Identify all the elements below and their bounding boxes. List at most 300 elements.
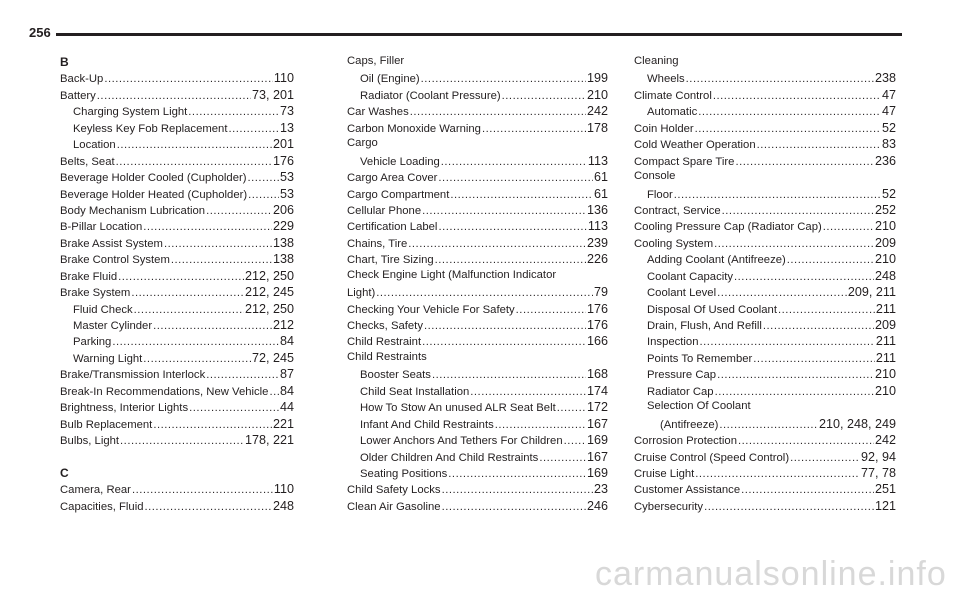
entry-term: Seating Positions <box>360 467 448 480</box>
entry-pages: 166 <box>586 334 608 349</box>
entry-term: Coolant Capacity <box>647 270 734 283</box>
entry-pages: 110 <box>273 71 294 86</box>
entry-term: Warning Light <box>73 352 143 365</box>
entry-pages: 210 <box>874 219 896 234</box>
entry-term: Child Safety Locks <box>347 484 441 497</box>
entry-term: Inspection <box>647 336 699 349</box>
entry-term: Cellular Phone <box>347 204 422 217</box>
page-number: 256 <box>29 25 51 40</box>
dot-leader <box>269 386 279 398</box>
entry-pages: 236 <box>874 153 896 168</box>
dot-leader <box>131 287 244 299</box>
entry-pages: 248 <box>874 268 896 283</box>
index-entry <box>634 384 896 400</box>
entry-term: Compact Spare Tire <box>634 155 735 168</box>
dot-leader <box>735 156 874 168</box>
entry-term: Floor <box>647 188 673 201</box>
entry-term: Adding Coolant (Antifreeze) <box>647 254 786 267</box>
dot-leader <box>189 402 279 414</box>
index-entry <box>347 466 608 482</box>
index-entry <box>634 269 896 285</box>
entry-term: Child Restraint <box>347 336 422 349</box>
entry-term: Clean Air Gasoline <box>347 500 441 513</box>
entry-term: Booster Seats <box>360 369 431 382</box>
dot-leader <box>516 304 586 316</box>
index-entry <box>634 400 896 416</box>
dot-leader <box>143 221 272 233</box>
entry-term: Brake System <box>60 287 131 300</box>
index-entry <box>347 203 608 219</box>
entry-term: Radiator Cap <box>647 385 714 398</box>
entry-term: Brake Fluid <box>60 270 118 283</box>
entry-term: Cold Weather Operation <box>634 139 756 152</box>
index-column-3 <box>634 55 896 515</box>
entry-term: Disposal Of Used Coolant <box>647 303 777 316</box>
index-entry <box>60 499 294 515</box>
index-entry <box>60 482 294 498</box>
entry-term: Child Seat Installation <box>360 385 470 398</box>
dot-leader <box>778 304 875 316</box>
entry-pages: 52 <box>881 186 896 201</box>
index-entry <box>347 187 608 203</box>
dot-leader <box>153 320 272 332</box>
entry-pages: 174 <box>586 383 608 398</box>
index-entry <box>634 170 896 186</box>
entry-term: Carbon Monoxide Warning <box>347 122 481 135</box>
index-entry <box>634 71 896 87</box>
entry-term: Belts, Seat <box>60 155 115 168</box>
index-entry <box>60 433 294 449</box>
index-entry <box>634 466 896 482</box>
entry-term: Back-Up <box>60 73 104 86</box>
entry-pages: 199 <box>586 71 608 86</box>
index-entry <box>634 351 896 367</box>
dot-leader <box>695 123 881 135</box>
entry-pages: 44 <box>279 400 294 415</box>
dot-leader <box>97 90 251 102</box>
entry-pages: 210 <box>586 87 608 102</box>
dot-leader <box>132 484 273 496</box>
index-entry <box>634 219 896 235</box>
dot-leader <box>422 205 586 217</box>
dot-leader <box>719 419 818 431</box>
index-entry <box>347 104 608 120</box>
dot-leader <box>734 271 874 283</box>
index-entry <box>347 121 608 137</box>
dot-leader <box>164 238 272 250</box>
entry-pages: 242 <box>586 104 608 119</box>
dot-leader <box>248 172 279 184</box>
index-entry <box>634 252 896 268</box>
entry-pages: 61 <box>593 170 608 185</box>
entry-pages: 83 <box>881 137 896 152</box>
dot-leader <box>116 156 272 168</box>
dot-leader <box>143 353 251 365</box>
entry-pages: 138 <box>272 235 294 250</box>
header-rule <box>56 33 902 36</box>
entry-pages: 212, 250 <box>244 301 294 316</box>
index-entry <box>634 450 896 466</box>
entry-term: Coin Holder <box>634 122 694 135</box>
entry-term: Keyless Key Fob Replacement <box>73 122 228 135</box>
index-entry <box>347 384 608 400</box>
entry-pages: 92, 94 <box>860 449 896 464</box>
entry-term: Drain, Flush, And Refill <box>647 320 762 332</box>
entry-term: Charging System Light <box>73 106 188 119</box>
entry-term: Console <box>634 170 676 183</box>
entry-term: Contract, Service <box>634 204 721 217</box>
dot-leader <box>104 73 273 85</box>
entry-pages: 77, 78 <box>860 465 896 480</box>
index-entry <box>347 433 608 449</box>
entry-pages: 211 <box>875 301 896 316</box>
dot-leader <box>717 287 847 299</box>
entry-pages: 178 <box>586 120 608 135</box>
entry-pages: 113 <box>587 153 608 168</box>
entry-term: B <box>60 55 69 69</box>
entry-pages: 113 <box>587 219 608 234</box>
dot-leader <box>722 205 874 217</box>
index-entry <box>60 71 294 87</box>
entry-term: Corrosion Protection <box>634 435 737 448</box>
entry-term: Certification Label <box>347 221 438 234</box>
dot-leader <box>564 435 586 447</box>
dot-leader <box>686 73 874 85</box>
entry-pages: 212, 245 <box>244 285 294 300</box>
entry-pages: 209 <box>874 235 896 250</box>
index-entry <box>634 499 896 515</box>
index-entry <box>347 499 608 515</box>
index-entry <box>60 400 294 416</box>
index-entry <box>60 104 294 120</box>
entry-pages: 138 <box>272 252 294 267</box>
index-entry <box>347 482 608 498</box>
entry-term: Vehicle Loading <box>360 155 440 168</box>
entry-term: Body Mechanism Lubrication <box>60 204 206 217</box>
entry-pages: 136 <box>586 202 608 217</box>
index-entry <box>347 219 608 235</box>
entry-term: Beverage Holder Cooled (Cupholder) <box>60 172 247 185</box>
entry-pages: 176 <box>586 318 608 332</box>
entry-term: Cargo <box>347 137 378 150</box>
dot-leader <box>441 156 587 168</box>
entry-term: Brake/Transmission Interlock <box>60 369 206 382</box>
dot-leader <box>695 468 860 480</box>
index-entry <box>60 367 294 383</box>
dot-leader <box>482 123 586 135</box>
entry-pages: 84 <box>279 383 294 398</box>
index-entry <box>634 203 896 219</box>
entry-term: Master Cylinder <box>73 320 153 332</box>
index-entry <box>60 170 294 186</box>
watermark: carmanualsonline.info <box>595 555 947 593</box>
index-entry <box>634 367 896 383</box>
entry-pages: 226 <box>586 252 608 267</box>
dot-leader <box>704 501 874 513</box>
entry-pages: 242 <box>874 433 896 448</box>
entry-term: Coolant Level <box>647 287 717 300</box>
entry-pages: 110 <box>273 482 294 497</box>
entry-term: Cooling System <box>634 237 714 250</box>
dot-leader <box>698 106 881 118</box>
dot-leader <box>763 320 874 332</box>
entry-term: Customer Assistance <box>634 484 741 497</box>
index-entry <box>60 252 294 268</box>
entry-pages: 13 <box>279 120 294 135</box>
entry-pages: 212 <box>272 318 294 332</box>
entry-pages: 252 <box>874 202 896 217</box>
entry-term: Older Children And Child Restraints <box>360 451 539 464</box>
entry-term: Cargo Area Cover <box>347 172 438 185</box>
dot-leader <box>539 452 586 464</box>
entry-pages: 178, 221 <box>244 433 294 448</box>
index-entry <box>60 318 294 334</box>
entry-pages: 238 <box>874 71 896 86</box>
index-entry <box>347 285 608 301</box>
entry-pages: 210 <box>874 367 896 382</box>
dot-leader <box>738 435 874 447</box>
entry-pages: 246 <box>586 498 608 513</box>
entry-pages: 121 <box>874 498 896 513</box>
entry-pages: 221 <box>272 416 294 431</box>
dot-leader <box>408 238 586 250</box>
dot-leader <box>448 468 586 480</box>
entry-term: Beverage Holder Heated (Cupholder) <box>60 188 248 201</box>
index-entry <box>347 137 608 153</box>
index-entry <box>634 137 896 153</box>
entry-term: Checks, Safety <box>347 320 423 332</box>
entry-pages: 169 <box>586 433 608 448</box>
dot-leader <box>823 221 874 233</box>
dot-leader <box>376 287 593 299</box>
entry-term: C <box>60 465 69 480</box>
entry-term: Points To Remember <box>647 352 753 365</box>
entry-term: Cleaning <box>634 55 679 67</box>
entry-term: Break-In Recommendations, New Vehicle <box>60 385 269 398</box>
entry-term: Cooling Pressure Cap (Radiator Cap) <box>634 221 822 234</box>
dot-leader <box>715 386 874 398</box>
entry-pages: 72, 245 <box>251 350 294 365</box>
entry-pages: 73 <box>279 104 294 119</box>
entry-pages: 167 <box>586 449 608 464</box>
dot-leader <box>787 254 874 266</box>
entry-pages: 206 <box>272 202 294 217</box>
dot-leader <box>470 386 586 398</box>
index-entry <box>634 55 896 71</box>
dot-leader <box>421 73 586 85</box>
dot-leader <box>112 336 279 348</box>
dot-leader <box>432 369 586 381</box>
entry-pages: 52 <box>881 120 896 135</box>
entry-pages: 23 <box>593 482 608 497</box>
index-column-2 <box>347 55 608 515</box>
entry-term: Automatic <box>647 106 698 119</box>
index-entry <box>347 367 608 383</box>
index-entry <box>60 334 294 350</box>
entry-term: How To Stow An unused ALR Seat Belt <box>360 402 556 415</box>
index-entry <box>347 55 608 71</box>
dot-leader <box>790 452 860 464</box>
dot-leader <box>206 369 279 381</box>
entry-term: Light) <box>347 287 376 300</box>
index-entry <box>347 170 608 186</box>
entry-term: Cargo Compartment <box>347 188 450 201</box>
index-entry <box>634 187 896 203</box>
dot-leader <box>495 419 586 431</box>
dot-leader <box>410 106 586 118</box>
dot-leader <box>753 353 875 365</box>
index-entry <box>60 154 294 170</box>
entry-pages: 176 <box>586 301 608 316</box>
index-entry <box>60 285 294 301</box>
entry-term: Location <box>73 139 116 152</box>
entry-term: Caps, Filler <box>347 55 405 67</box>
entry-term: Wheels <box>647 73 685 86</box>
entry-pages: 201 <box>272 137 294 152</box>
entry-pages: 53 <box>279 186 294 201</box>
entry-pages: 209 <box>874 318 896 332</box>
index-entry <box>60 219 294 235</box>
entry-pages: 53 <box>279 170 294 185</box>
dot-leader <box>700 336 875 348</box>
dot-leader <box>438 172 593 184</box>
entry-term: Chains, Tire <box>347 237 408 250</box>
index-entry <box>634 236 896 252</box>
index-entry <box>60 121 294 137</box>
index-entry <box>347 450 608 466</box>
index-entry <box>60 351 294 367</box>
entry-term: Radiator (Coolant Pressure) <box>360 89 501 102</box>
index-entry <box>60 384 294 400</box>
index-entry <box>60 88 294 104</box>
dot-leader <box>450 189 593 201</box>
entry-term: Bulb Replacement <box>60 418 153 431</box>
entry-term: Infant And Child Restraints <box>360 418 494 431</box>
entry-pages: 47 <box>881 87 896 102</box>
entry-term: Camera, Rear <box>60 484 131 497</box>
index-entry <box>634 154 896 170</box>
section-letter <box>60 466 294 482</box>
entry-term: Bulbs, Light <box>60 435 120 448</box>
entry-pages: 251 <box>874 482 896 497</box>
index-entry <box>634 302 896 318</box>
dot-leader <box>120 435 244 447</box>
entry-pages: 172 <box>586 400 608 415</box>
index-entry <box>60 187 294 203</box>
index-entry <box>347 269 608 285</box>
index-entry <box>347 302 608 318</box>
entry-term: Brake Assist System <box>60 237 163 250</box>
index-entry <box>60 137 294 153</box>
index-entry <box>347 351 608 367</box>
index-entry <box>60 302 294 318</box>
index-entry <box>347 400 608 416</box>
index-entry <box>60 269 294 285</box>
entry-term: Fluid Check <box>73 303 133 316</box>
index-entry <box>634 285 896 301</box>
dot-leader <box>422 336 586 348</box>
index-entry <box>634 417 896 433</box>
entry-pages: 84 <box>279 334 294 349</box>
entry-pages: 176 <box>272 153 294 168</box>
entry-term: Child Restraints <box>347 350 427 363</box>
entry-pages: 209, 211 <box>847 285 896 300</box>
entry-term: Checking Your Vehicle For Safety <box>347 303 515 316</box>
index-entry <box>634 318 896 334</box>
entry-term: Lower Anchors And Tethers For Children <box>360 435 563 448</box>
index-entry <box>347 88 608 104</box>
dot-leader <box>741 484 874 496</box>
dot-leader <box>188 106 279 118</box>
index-entry <box>60 203 294 219</box>
entry-pages: 167 <box>586 416 608 431</box>
index-entry <box>634 104 896 120</box>
entry-pages: 210 <box>874 252 896 267</box>
entry-term: (Antifreeze) <box>660 418 719 431</box>
entry-pages: 168 <box>586 367 608 382</box>
dot-leader <box>117 139 272 151</box>
entry-pages: 73, 201 <box>251 87 294 102</box>
entry-term: Oil (Engine) <box>360 73 420 86</box>
entry-term: Check Engine Light (Malfunction Indicator <box>347 268 557 281</box>
dot-leader <box>228 123 279 135</box>
entry-pages: 211 <box>875 334 896 349</box>
dot-leader <box>171 254 272 266</box>
section-letter <box>60 55 294 71</box>
entry-pages: 79 <box>593 285 608 300</box>
entry-pages: 248 <box>272 498 294 513</box>
entry-pages: 87 <box>279 367 294 382</box>
index-entry <box>634 334 896 350</box>
entry-pages: 239 <box>586 235 608 250</box>
entry-term: Climate Control <box>634 89 712 102</box>
dot-leader <box>557 402 586 414</box>
index-entry <box>347 71 608 87</box>
entry-term: B-Pillar Location <box>60 221 143 234</box>
index-entry <box>347 252 608 268</box>
dot-leader <box>118 271 244 283</box>
dot-leader <box>145 501 272 513</box>
entry-pages: 211 <box>875 350 896 365</box>
dot-leader <box>442 484 593 496</box>
entry-term: Parking <box>73 336 112 349</box>
entry-term: Selection Of Coolant <box>647 400 751 413</box>
dot-leader <box>248 189 279 201</box>
index-column-1 <box>60 55 294 515</box>
index-entry <box>347 417 608 433</box>
index-entry <box>634 433 896 449</box>
entry-term: Cybersecurity <box>634 500 704 513</box>
index-entry <box>347 334 608 350</box>
dot-leader <box>435 254 586 266</box>
dot-leader <box>206 205 272 217</box>
entry-term: Pressure Cap <box>647 369 717 382</box>
entry-term: Capacities, Fluid <box>60 500 144 513</box>
entry-pages: 210, 248, 249 <box>818 416 896 431</box>
dot-leader <box>714 238 874 250</box>
entry-pages: 210 <box>874 383 896 398</box>
entry-pages: 212, 250 <box>244 268 294 283</box>
entry-pages: 61 <box>593 186 608 201</box>
entry-term: Car Washes <box>347 106 409 119</box>
index-entry <box>347 154 608 170</box>
dot-leader <box>717 369 874 381</box>
entry-term: Cruise Light <box>634 467 695 480</box>
index-entry <box>60 236 294 252</box>
dot-leader <box>502 90 586 102</box>
entry-pages: 229 <box>272 219 294 234</box>
dot-leader <box>713 90 881 102</box>
